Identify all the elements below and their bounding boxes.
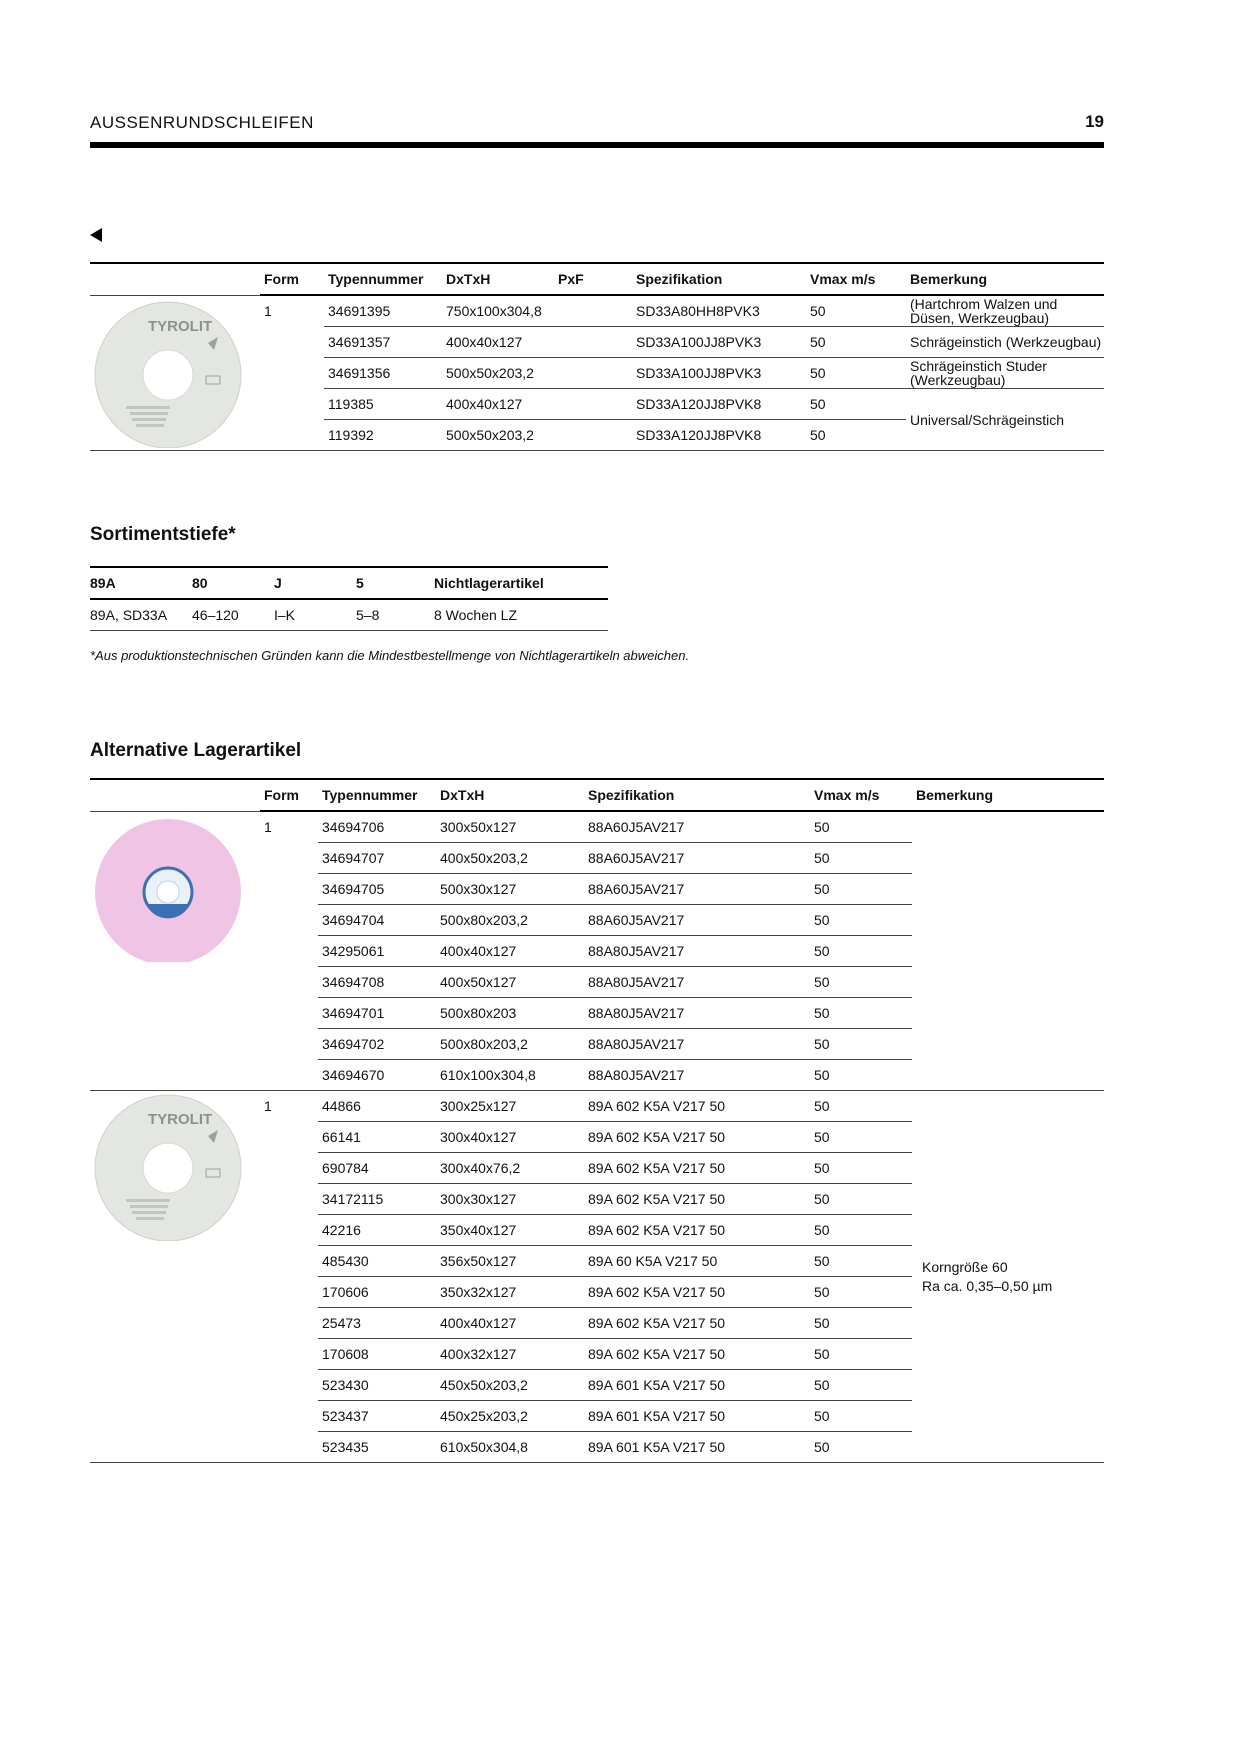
col-dxtxh: DxTxH [436, 779, 584, 811]
cell-vmax: 50 [810, 1308, 912, 1339]
cell-vmax: 50 [810, 1060, 912, 1091]
cell-typennummer: 119392 [324, 420, 442, 451]
col-dxtxh: DxTxH [442, 263, 554, 295]
cell-pxf [554, 420, 632, 451]
cell-spezifikation: 89A 601 K5A V217 50 [584, 1432, 810, 1463]
col-form: Form [260, 263, 324, 295]
cell-typennummer: 523435 [318, 1432, 436, 1463]
cell-vmax: 50 [810, 1370, 912, 1401]
cell-spezifikation: 88A60J5AV217 [584, 811, 810, 843]
cell-spezifikation: 89A 602 K5A V217 50 [584, 1184, 810, 1215]
cell-form [260, 1277, 318, 1308]
cell-spezifikation: 89A 602 K5A V217 50 [584, 1277, 810, 1308]
sortiment-row [90, 599, 608, 631]
col-bemerkung: Bemerkung [906, 263, 1104, 295]
cell-dxtxh: 610x50x304,8 [436, 1432, 584, 1463]
cell-form [260, 1029, 318, 1060]
cell-typennummer: 34694670 [318, 1060, 436, 1091]
cell-dxtxh: 500x80x203,2 [436, 905, 584, 936]
cell-spezifikation: 89A 602 K5A V217 50 [584, 1339, 810, 1370]
cell-dxtxh: 400x50x127 [436, 967, 584, 998]
col-bemerkung: Bemerkung [912, 779, 1104, 811]
cell-dxtxh: 450x25x203,2 [436, 1401, 584, 1432]
cell-vmax: 50 [810, 1122, 912, 1153]
cell-typennummer: 44866 [318, 1091, 436, 1122]
cell-typennummer: 485430 [318, 1246, 436, 1277]
cell-form [260, 967, 318, 998]
sortiment-col-2: J [274, 567, 356, 599]
col-typennummer: Typennummer [318, 779, 436, 811]
page-number: 19 [1085, 112, 1104, 131]
cell-form [260, 1401, 318, 1432]
cell-form [260, 1215, 318, 1246]
cell-vmax: 50 [810, 998, 912, 1029]
wheel-logo-text: TYROLIT [148, 1111, 213, 1128]
cell-spezifikation: 88A80J5AV217 [584, 998, 810, 1029]
grinding-wheel-pink-image [90, 812, 260, 962]
cell-dxtxh: 400x32x127 [436, 1339, 584, 1370]
sortiment-table [90, 566, 608, 631]
cell-dxtxh: 400x50x203,2 [436, 843, 584, 874]
cell-typennummer: 523430 [318, 1370, 436, 1401]
cell-typennummer: 119385 [324, 389, 442, 420]
cell-dxtxh: 500x30x127 [436, 874, 584, 905]
cell-bemerkung [912, 1091, 1104, 1463]
cell-vmax: 50 [806, 327, 906, 358]
cell-vmax: 50 [810, 1432, 912, 1463]
cell-vmax: 50 [810, 1215, 912, 1246]
table-row [90, 295, 1104, 327]
cell-spezifikation: 88A60J5AV217 [584, 874, 810, 905]
cell-vmax: 50 [810, 967, 912, 998]
col-vmax: Vmax m/s [810, 779, 912, 811]
cell-typennummer: 34694704 [318, 905, 436, 936]
cell-typennummer: 34691357 [324, 327, 442, 358]
cell-typennummer: 34172115 [318, 1184, 436, 1215]
product-image-cell [90, 1091, 260, 1463]
cell-dxtxh: 300x50x127 [436, 811, 584, 843]
sortiment-cell: 8 Wochen LZ [434, 599, 608, 631]
cell-typennummer: 34295061 [318, 936, 436, 967]
cell-typennummer: 66141 [318, 1122, 436, 1153]
cell-dxtxh: 610x100x304,8 [436, 1060, 584, 1091]
col-typennummer: Typennummer [324, 263, 442, 295]
cell-pxf [554, 327, 632, 358]
cell-vmax: 50 [810, 1029, 912, 1060]
cell-vmax: 50 [810, 811, 912, 843]
cell-form [260, 905, 318, 936]
col-spezifikation: Spezifikation [632, 263, 806, 295]
cell-form [260, 1308, 318, 1339]
table-row [90, 811, 1104, 843]
grinding-wheel-grey-image [90, 1091, 260, 1241]
col-form: Form [260, 779, 318, 811]
cell-bemerkung [912, 811, 1104, 1091]
cell-spezifikation: 89A 602 K5A V217 50 [584, 1308, 810, 1339]
cell-vmax: 50 [810, 843, 912, 874]
cell-form [260, 874, 318, 905]
cell-vmax: 50 [806, 358, 906, 389]
grinding-wheel-grey-image [90, 298, 260, 448]
cell-spezifikation: SD33A120JJ8PVK8 [632, 389, 806, 420]
table-row [90, 1091, 1104, 1122]
cell-vmax: 50 [810, 1184, 912, 1215]
cell-typennummer: 34694708 [318, 967, 436, 998]
cell-spezifikation: SD33A80HH8PVK3 [632, 295, 806, 327]
cell-form: 1 [264, 303, 272, 320]
cell-pxf [554, 358, 632, 389]
cell-dxtxh: 500x50x203,2 [442, 358, 554, 389]
cell-dxtxh: 400x40x127 [442, 327, 554, 358]
cell-bemerkung: Schrägeinstich (Werkzeugbau) [906, 327, 1104, 358]
cell-spezifikation: SD33A120JJ8PVK8 [632, 420, 806, 451]
product-image-cell [90, 295, 260, 451]
cell-form [260, 998, 318, 1029]
cell-typennummer: 34694705 [318, 874, 436, 905]
cell-vmax: 50 [810, 1339, 912, 1370]
cell-dxtxh: 300x40x76,2 [436, 1153, 584, 1184]
cell-spezifikation: 88A60J5AV217 [584, 843, 810, 874]
cell-vmax: 50 [810, 1277, 912, 1308]
sortiment-title: Sortimentstiefe* [90, 524, 236, 545]
sortiment-cell: 89A, SD33A [90, 599, 192, 631]
cell-vmax: 50 [810, 936, 912, 967]
cell-dxtxh: 300x25x127 [436, 1091, 584, 1122]
cell-form [260, 1246, 318, 1277]
cell-typennummer: 523437 [318, 1401, 436, 1432]
cell-typennummer: 25473 [318, 1308, 436, 1339]
sortiment-cell: 5–8 [356, 599, 434, 631]
cell-vmax: 50 [806, 389, 906, 420]
cell-typennummer: 34691356 [324, 358, 442, 389]
cell-dxtxh: 300x40x127 [436, 1122, 584, 1153]
cell-form [260, 1060, 318, 1091]
cell-form [260, 1339, 318, 1370]
alt-title: Alternative Lagerartikel [90, 740, 302, 761]
sortiment-header-row [90, 567, 608, 599]
cell-spezifikation: 89A 602 K5A V217 50 [584, 1215, 810, 1246]
cell-dxtxh: 500x50x203,2 [442, 420, 554, 451]
sortiment-col-4: Nichtlagerartikel [434, 567, 608, 599]
cell-spezifikation: 89A 602 K5A V217 50 [584, 1153, 810, 1184]
cell-pxf [554, 389, 632, 420]
cell-bemerkung: (Hartchrom Walzen und Düsen, Werkzeugbau) [906, 295, 1104, 327]
cell-spezifikation: 89A 60 K5A V217 50 [584, 1246, 810, 1277]
sortiment-col-0: 89A [90, 567, 192, 599]
cell-form [260, 1122, 318, 1153]
cell-bemerkung: Schrägeinstich Studer (Werkzeugbau) [906, 358, 1104, 389]
header-rule [90, 142, 1104, 148]
sortiment-col-3: 5 [356, 567, 434, 599]
cell-spezifikation: 88A80J5AV217 [584, 936, 810, 967]
cell-spezifikation: 88A80J5AV217 [584, 1060, 810, 1091]
cell-spezifikation: 89A 601 K5A V217 50 [584, 1401, 810, 1432]
table-header-row [90, 263, 1104, 295]
cell-vmax: 50 [810, 874, 912, 905]
cell-spezifikation: 88A60J5AV217 [584, 905, 810, 936]
cell-spezifikation: 89A 601 K5A V217 50 [584, 1370, 810, 1401]
cell-spezifikation: 89A 602 K5A V217 50 [584, 1091, 810, 1122]
table-header-row [90, 779, 1104, 811]
cell-spezifikation: SD33A100JJ8PVK3 [632, 327, 806, 358]
cell-bemerkung-shared: Universal/Schrägeinstich [906, 389, 1104, 451]
cell-form [260, 1153, 318, 1184]
cell-vmax: 50 [806, 420, 906, 451]
footnote: *Aus produktionstechnischen Gründen kann die Mindestbestellmenge von Nichtlagerartikeln abweichen. [90, 648, 690, 663]
cell-vmax: 50 [806, 295, 906, 327]
cell-dxtxh: 450x50x203,2 [436, 1370, 584, 1401]
cell-vmax: 50 [810, 1091, 912, 1122]
cell-vmax: 50 [810, 1401, 912, 1432]
cell-spezifikation: 88A80J5AV217 [584, 967, 810, 998]
cell-vmax: 50 [810, 1246, 912, 1277]
col-pxf: PxF [554, 263, 632, 295]
cell-typennummer: 170606 [318, 1277, 436, 1308]
cell-vmax: 50 [810, 1153, 912, 1184]
back-arrow-icon[interactable] [90, 228, 102, 242]
remark-line: Korngröße 60 [922, 1258, 1008, 1275]
cell-typennummer: 34694706 [318, 811, 436, 843]
wheel-logo-text: TYROLIT [148, 317, 213, 335]
cell-dxtxh: 350x32x127 [436, 1277, 584, 1308]
cell-dxtxh: 500x80x203 [436, 998, 584, 1029]
cell-typennummer: 42216 [318, 1215, 436, 1246]
cell-form: 1 [264, 1098, 272, 1115]
product-image-cell [90, 811, 260, 1091]
cell-dxtxh: 300x30x127 [436, 1184, 584, 1215]
product-table [90, 262, 1104, 451]
cell-dxtxh: 356x50x127 [436, 1246, 584, 1277]
cell-form [260, 936, 318, 967]
cell-typennummer: 170608 [318, 1339, 436, 1370]
cell-typennummer: 34691395 [324, 295, 442, 327]
remark-line: Ra ca. 0,35–0,50 µm [922, 1277, 1053, 1294]
sortiment-cell: 46–120 [192, 599, 274, 631]
cell-dxtxh: 750x100x304,8 [442, 295, 554, 327]
col-vmax: Vmax m/s [806, 263, 906, 295]
cell-dxtxh: 400x40x127 [442, 389, 554, 420]
cell-dxtxh: 400x40x127 [436, 936, 584, 967]
cell-vmax: 50 [810, 905, 912, 936]
cell-form [260, 1432, 318, 1463]
cell-form [260, 843, 318, 874]
cell-typennummer: 34694702 [318, 1029, 436, 1060]
cell-spezifikation: 88A80J5AV217 [584, 1029, 810, 1060]
col-spezifikation: Spezifikation [584, 779, 810, 811]
sortiment-cell: I–K [274, 599, 356, 631]
alt-table [90, 778, 1104, 1463]
cell-dxtxh: 500x80x203,2 [436, 1029, 584, 1060]
cell-typennummer: 690784 [318, 1153, 436, 1184]
cell-dxtxh: 400x40x127 [436, 1308, 584, 1339]
cell-spezifikation: 89A 602 K5A V217 50 [584, 1122, 810, 1153]
cell-form [260, 1370, 318, 1401]
sortiment-col-1: 80 [192, 567, 274, 599]
cell-spezifikation: SD33A100JJ8PVK3 [632, 358, 806, 389]
cell-typennummer: 34694701 [318, 998, 436, 1029]
cell-form: 1 [264, 819, 272, 836]
cell-dxtxh: 350x40x127 [436, 1215, 584, 1246]
cell-form [260, 1184, 318, 1215]
cell-typennummer: 34694707 [318, 843, 436, 874]
cell-pxf [554, 295, 632, 327]
page-header-title: AUSSENRUNDSCHLEIFEN [90, 113, 314, 132]
